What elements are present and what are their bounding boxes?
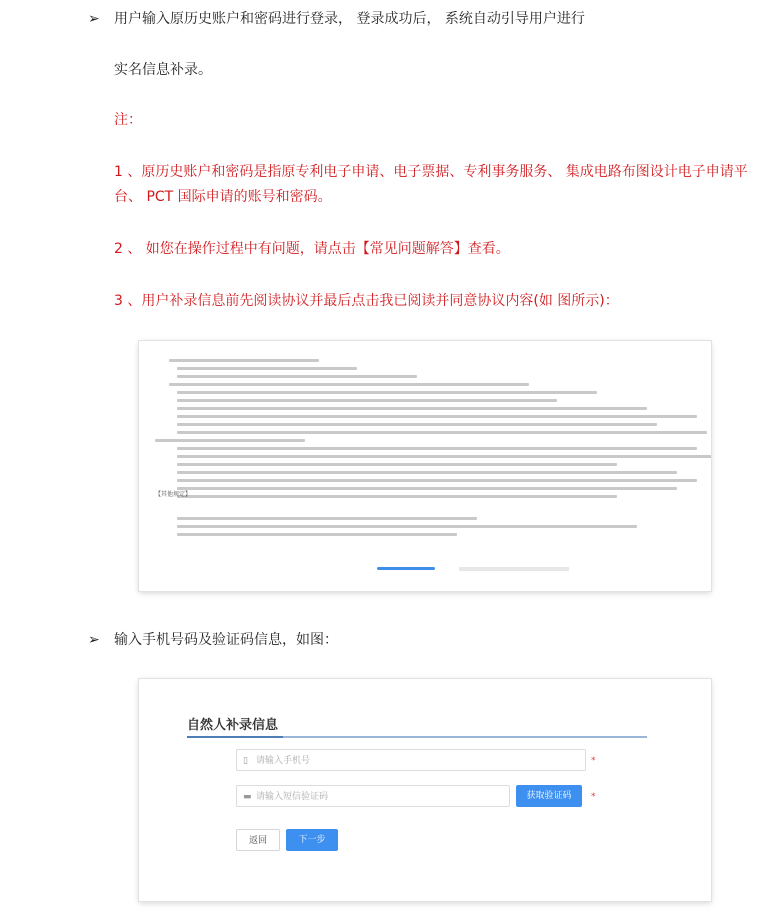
next-button[interactable]: 下一步 — [286, 829, 338, 851]
agreement-text-line — [177, 415, 697, 418]
get-code-button[interactable]: 获取验证码 — [516, 785, 582, 807]
agreement-text-line — [177, 447, 697, 450]
note-1-line2: 台、 PCT 国际申请的账号和密码。 — [114, 189, 332, 205]
paragraph-phone: 输入手机号码及验证码信息，如图： — [114, 632, 338, 648]
mobile-phone-icon: ▯ — [243, 756, 248, 766]
agreement-text-line — [177, 487, 677, 490]
agreement-section-heading: 【其他规定】 — [155, 491, 192, 498]
agreement-text-line — [177, 495, 617, 498]
phone-required-mark: * — [591, 756, 596, 766]
agreement-text-line — [177, 391, 597, 394]
form-title: 自然人补录信息 — [187, 718, 279, 733]
phone-input[interactable] — [236, 749, 586, 771]
agreement-text-line — [177, 375, 417, 378]
agreement-text-line — [177, 471, 677, 474]
sms-code-input-placeholder: 请输入短信验证码 — [256, 792, 329, 802]
back-button[interactable]: 返回 — [236, 829, 280, 851]
note-3: 3 、用户补录信息前先阅读协议并最后点击我已阅读并同意协议内容(如 图所示)： — [114, 293, 619, 309]
message-icon: ▬ — [243, 792, 252, 802]
agreement-text-line — [177, 423, 657, 426]
note-1-line1: 1 、原历史账户和密码是指原专利电子申请、电子票据、专利事务服务、 集成电路布图设计电子申请平 — [114, 164, 748, 180]
phone-input-placeholder: 请输入手机号 — [256, 756, 311, 766]
form-title-rule-accent — [187, 736, 283, 738]
agreement-text-line — [177, 367, 357, 370]
agreement-scroll-thumb[interactable] — [377, 567, 435, 570]
paragraph-login-line1: 用户输入原历史账户和密码进行登录， 登录成功后， 系统自动引导用户进行 — [114, 11, 585, 27]
agreement-text-line — [169, 359, 319, 362]
agreement-text-line — [177, 533, 457, 536]
agreement-text-line — [177, 431, 707, 434]
sms-code-input[interactable] — [236, 785, 510, 807]
agreement-scroll-track[interactable] — [459, 567, 569, 571]
note-label: 注： — [114, 112, 142, 128]
agreement-text-line — [177, 479, 697, 482]
agreement-screenshot — [139, 341, 711, 591]
bullet-arrow-icon: ➢ — [88, 11, 100, 27]
agreement-text-line — [177, 455, 711, 458]
bullet-arrow-icon: ➢ — [88, 632, 100, 648]
note-2: 2 、 如您在操作过程中有问题，请点击【常见问题解答】查看。 — [114, 241, 510, 257]
agreement-text-line — [177, 399, 557, 402]
agreement-text-line — [169, 383, 529, 386]
form-screenshot — [139, 679, 711, 901]
agreement-text-line — [177, 407, 647, 410]
agreement-text-line — [177, 463, 617, 466]
agreement-text-line — [155, 439, 305, 442]
code-required-mark: * — [591, 792, 596, 802]
paragraph-login-line2: 实名信息补录。 — [114, 62, 212, 78]
agreement-text-line — [177, 525, 637, 528]
agreement-text-line — [177, 517, 477, 520]
